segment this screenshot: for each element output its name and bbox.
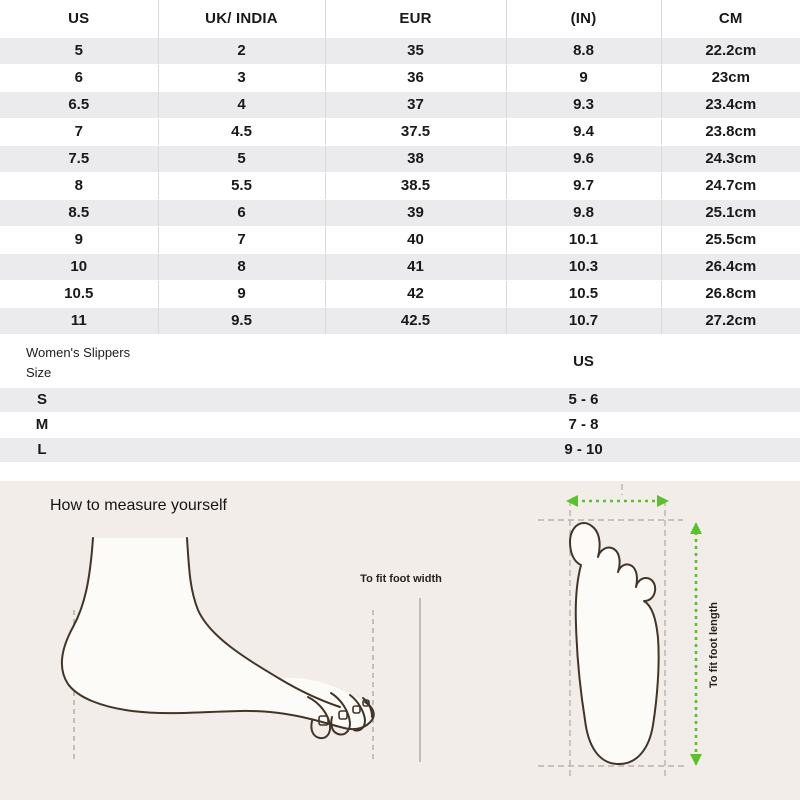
table-row [0, 172, 800, 199]
slippers-title-line2: Size [26, 364, 52, 380]
size-cell: 36 [325, 64, 506, 91]
slipper-row [0, 438, 800, 462]
slippers-section [0, 338, 800, 462]
size-cell: 8.8 [506, 37, 661, 64]
size-cell: 35 [325, 37, 506, 64]
size-cell: 23cm [661, 64, 800, 91]
size-cell: 42.5 [325, 307, 506, 334]
side-foot-illustration [62, 538, 374, 738]
size-cell: 5 [158, 145, 325, 172]
size-cell: 40 [325, 226, 506, 253]
size-cell: 5 [0, 37, 158, 64]
slipper-size-label: L [37, 440, 47, 458]
size-table-header-row [0, 0, 800, 37]
table-row [0, 253, 800, 280]
header-uk-india: UK/ INDIA [158, 0, 325, 37]
footprint-illustration [570, 523, 659, 764]
size-cell: 38.5 [325, 172, 506, 199]
size-cell: 9.3 [506, 91, 661, 118]
size-cell: 7 [0, 118, 158, 145]
size-cell: 42 [325, 280, 506, 307]
size-cell: 7.5 [0, 145, 158, 172]
header-us: US [0, 0, 158, 37]
header-in: (IN) [506, 0, 661, 37]
size-conversion-table [0, 0, 800, 335]
size-cell: 9 [506, 64, 661, 91]
size-cell: 8.5 [0, 199, 158, 226]
size-cell: 9.6 [506, 145, 661, 172]
slipper-us-value: 9 - 10 [564, 440, 603, 458]
size-cell: 39 [325, 199, 506, 226]
size-cell: 27.2cm [661, 307, 800, 334]
size-cell: 38 [325, 145, 506, 172]
size-cell: 5.5 [158, 172, 325, 199]
size-cell: 26.8cm [661, 280, 800, 307]
size-cell: 37.5 [325, 118, 506, 145]
size-cell: 6.5 [0, 91, 158, 118]
size-cell: 10.3 [506, 253, 661, 280]
slippers-title-line1: Women's Slippers [26, 344, 131, 360]
size-cell: 37 [325, 91, 506, 118]
size-table-body [0, 37, 800, 334]
size-cell: 25.1cm [661, 199, 800, 226]
width-label: To fit foot width [360, 573, 442, 585]
size-cell: 9 [158, 280, 325, 307]
table-row [0, 64, 800, 91]
slipper-size-label: S [36, 390, 47, 408]
size-cell: 8 [0, 172, 158, 199]
header-cm: CM [661, 0, 800, 37]
measure-title: How to measure yourself [50, 497, 227, 514]
table-row [0, 199, 800, 226]
table-row [0, 226, 800, 253]
table-row [0, 118, 800, 145]
slippers-rows [0, 388, 800, 462]
slippers-title [26, 343, 130, 383]
size-cell: 3 [158, 64, 325, 91]
size-cell: 9.4 [506, 118, 661, 145]
size-cell: 10 [0, 253, 158, 280]
size-cell: 23.4cm [661, 91, 800, 118]
size-cell: 9.5 [158, 307, 325, 334]
size-cell: 2 [158, 37, 325, 64]
size-cell: 9 [0, 226, 158, 253]
size-cell: 9.8 [506, 199, 661, 226]
measure-illustration [0, 481, 800, 800]
slipper-us-value: 7 - 8 [568, 415, 599, 433]
size-cell: 10.7 [506, 307, 661, 334]
table-row [0, 91, 800, 118]
size-cell: 6 [0, 64, 158, 91]
size-cell: 41 [325, 253, 506, 280]
length-arrow-icon [690, 522, 702, 766]
measure-section [0, 481, 800, 800]
size-cell: 4 [158, 91, 325, 118]
table-row [0, 37, 800, 64]
size-cell: 10.1 [506, 226, 661, 253]
size-cell: 23.8cm [661, 118, 800, 145]
width-arrow-icon [566, 495, 669, 507]
size-cell: 8 [158, 253, 325, 280]
size-cell: 10.5 [0, 280, 158, 307]
size-cell: 7 [158, 226, 325, 253]
header-eur: EUR [325, 0, 506, 37]
slippers-us-header: US [573, 352, 594, 370]
slipper-row [0, 388, 800, 412]
size-cell: 10.5 [506, 280, 661, 307]
size-cell: 11 [0, 307, 158, 334]
slipper-us-value: 5 - 6 [568, 390, 599, 408]
size-cell: 25.5cm [661, 226, 800, 253]
table-row [0, 307, 800, 334]
slipper-row [0, 413, 800, 437]
slippers-header [0, 338, 800, 388]
table-row [0, 145, 800, 172]
size-cell: 26.4cm [661, 253, 800, 280]
size-cell: 24.7cm [661, 172, 800, 199]
size-cell: 6 [158, 199, 325, 226]
slipper-size-label: M [35, 415, 49, 433]
size-cell: 22.2cm [661, 37, 800, 64]
size-cell: 24.3cm [661, 145, 800, 172]
length-label: To fit foot length [708, 602, 720, 688]
table-row [0, 280, 800, 307]
size-cell: 9.7 [506, 172, 661, 199]
size-cell: 4.5 [158, 118, 325, 145]
